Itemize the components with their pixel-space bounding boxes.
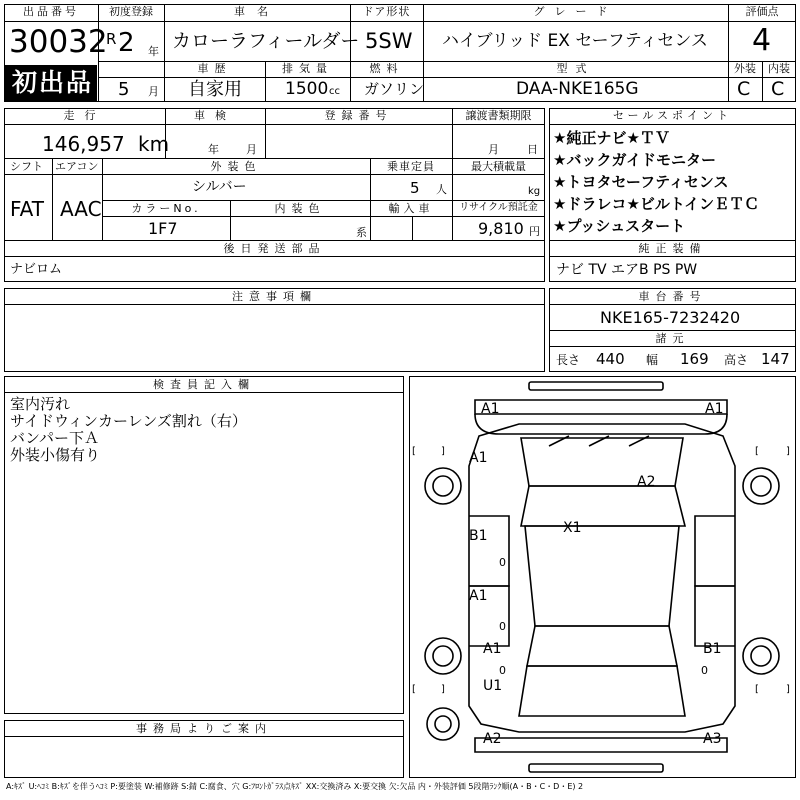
door-label: ドア形状 <box>362 5 411 18</box>
km-unit: km <box>138 132 170 156</box>
ac-label: エアコン <box>55 160 99 173</box>
displacement-label: 排気量 <box>282 62 333 75</box>
capacity: 5 <box>410 179 420 197</box>
inspection-label: 車検 <box>194 109 236 122</box>
door-type: 5SW <box>365 29 413 53</box>
car-name-label: 車名 <box>234 5 280 18</box>
exterior-color: シルバー <box>192 179 247 195</box>
inspection-year-unit: 年 <box>208 143 219 156</box>
mark-front-left: A1 <box>481 401 500 417</box>
ac: AAC <box>60 197 102 221</box>
mark-left-quarter-sub: 0 <box>499 664 506 677</box>
mark-front-right: A1 <box>705 401 724 417</box>
plate-label: 登録番号 <box>324 109 393 122</box>
mileage: 146,957 <box>42 132 125 156</box>
color-no-label: カラーNo. <box>131 202 201 215</box>
mark-right-quarter: B1 <box>703 641 722 657</box>
selling-point-2: ★バックガイドモニター <box>553 151 716 169</box>
mark-rear-bumper-left: A2 <box>483 731 502 747</box>
selling-point-4: ★ドラレコ★ビルトインＥＴＣ <box>553 195 760 213</box>
color-no: 1F7 <box>148 219 178 238</box>
selling-points-title: セールスポイント <box>612 109 732 122</box>
inspector-note-2: サイドウィンカーレンズ割れ（右） <box>10 412 247 430</box>
model-code: DAA-NKE165G <box>516 79 639 99</box>
equipment-title: 純正装備 <box>638 242 707 255</box>
accessories: ナビロム <box>10 262 63 277</box>
grade-label: グレード <box>533 5 618 18</box>
shift-label: シフト <box>10 160 43 173</box>
inspector-title: 検査員記入欄 <box>153 378 255 391</box>
mark-left-rear-door-sub: 0 <box>499 620 506 633</box>
car-diagram <box>409 376 796 778</box>
width-label: 幅 <box>646 353 659 367</box>
svg-text:]: ] <box>786 446 790 457</box>
year-value: 2 <box>118 28 135 58</box>
mark-left-front-door-sub: 0 <box>499 556 506 569</box>
accessories-label: 後日発送部品 <box>223 242 326 255</box>
office-title: 事務局よりご案内 <box>136 722 272 735</box>
person-unit: 人 <box>436 183 447 196</box>
fuel: ガソリン <box>364 80 425 98</box>
dimensions-title: 諸元 <box>655 332 690 345</box>
selling-point-3: ★トヨタセーフティセンス <box>553 173 729 191</box>
exterior-label: 外装 <box>734 62 756 75</box>
recycle-label: リサイクル預託金 <box>459 202 538 213</box>
fuel-label: 燃料 <box>369 62 404 75</box>
recycle-fee: 9,810 <box>478 219 524 238</box>
grade: ハイブリッド EX セーフティセンス <box>442 31 708 51</box>
length-label: 長さ <box>556 353 581 367</box>
transfer-label: 譲渡書類期限 <box>465 109 532 122</box>
selling-point-1: ★純正ナビ★ＴＶ <box>553 129 670 147</box>
score: 4 <box>752 23 772 58</box>
chassis-value: NKE165-7232420 <box>600 308 741 327</box>
cc-unit: cc <box>329 86 340 97</box>
first-reg-label: 初度登録 <box>109 5 153 18</box>
svg-text:[: [ <box>412 446 416 457</box>
width-value: 169 <box>680 350 709 368</box>
mark-left-fender: A1 <box>469 450 488 466</box>
svg-text:[: [ <box>755 446 759 457</box>
history: 自家用 <box>188 79 242 100</box>
inspector-note-3: バンパー下Ａ <box>10 429 99 447</box>
interior-label: 内装 <box>768 62 790 75</box>
transfer-day-unit: 日 <box>527 143 538 156</box>
svg-text:[: [ <box>755 684 759 695</box>
era-letter: R <box>106 30 117 48</box>
mark-rear-bumper-right: A3 <box>703 731 722 747</box>
mark-hood-right: A2 <box>637 474 656 490</box>
mark-left-rear-door: A1 <box>469 588 488 604</box>
capacity-label: 乗車定員 <box>387 160 435 173</box>
cautions-title: 注意事項欄 <box>232 290 317 303</box>
interior-grade: C <box>771 78 785 100</box>
transfer-month-unit: 月 <box>488 143 499 156</box>
month-unit: 月 <box>148 85 159 98</box>
yen-unit: 円 <box>529 225 540 238</box>
mark-left-quarter: A1 <box>483 641 502 657</box>
history-label: 車歴 <box>197 62 232 75</box>
score-label: 評価点 <box>745 5 779 18</box>
lot-number-label: 出品番号 <box>23 5 79 18</box>
lot-number: 30032 <box>9 24 108 60</box>
load-label: 最大積載量 <box>471 160 526 173</box>
svg-text:]: ] <box>441 684 445 695</box>
exterior-color-label: 外装色 <box>210 160 262 173</box>
length-value: 440 <box>596 350 625 368</box>
height-value: 147 <box>761 350 790 368</box>
kg-unit: kg <box>528 186 541 197</box>
svg-text:[: [ <box>412 684 416 695</box>
displacement: 1500 <box>285 79 329 99</box>
shift: FAT <box>10 197 45 221</box>
inspector-note-4: 外装小傷有り <box>10 446 101 464</box>
first-listing-text: 初出品 <box>12 68 94 97</box>
svg-text:]: ] <box>786 684 790 695</box>
exterior-grade: C <box>737 78 751 100</box>
year-unit: 年 <box>148 45 159 58</box>
mark-rear-left: U1 <box>483 678 503 694</box>
interior-color-label: 内装色 <box>274 202 326 215</box>
model-label: 型式 <box>556 62 595 75</box>
inspection-month-unit: 月 <box>246 143 257 156</box>
equipment-value: ナビ TV エアB PS PW <box>556 262 698 278</box>
mark-left-front-door: B1 <box>469 528 488 544</box>
series-unit: 系 <box>356 226 367 239</box>
selling-point-5: ★プッシュスタート <box>553 217 686 235</box>
chassis-title: 車台番号 <box>638 290 707 303</box>
mark-right-quarter-sub: 0 <box>701 664 708 677</box>
month-value: 5 <box>118 79 130 100</box>
mileage-label: 走行 <box>63 109 106 122</box>
import-label: 輸入車 <box>388 202 434 215</box>
car-name: カローラフィールダー <box>172 30 360 52</box>
legend: A:ｷｽﾞ U:ﾍｺﾐ B:ｷｽﾞを伴うﾍｺﾐ P:要塗装 W:補修跡 S:錆 C:腐食、穴 G:ﾌﾛﾝﾄｶﾞﾗｽ点ｷｽﾞ XX:交換済み X:要交換 欠:欠品 内・外装評価 5段階ﾗﾝｸ順(A・B・C・D・E) 2 <box>6 782 584 791</box>
svg-text:]: ] <box>441 446 445 457</box>
inspector-note-1: 室内汚れ <box>10 395 71 413</box>
mark-roof: X1 <box>563 520 582 536</box>
height-label: 高さ <box>724 353 749 367</box>
